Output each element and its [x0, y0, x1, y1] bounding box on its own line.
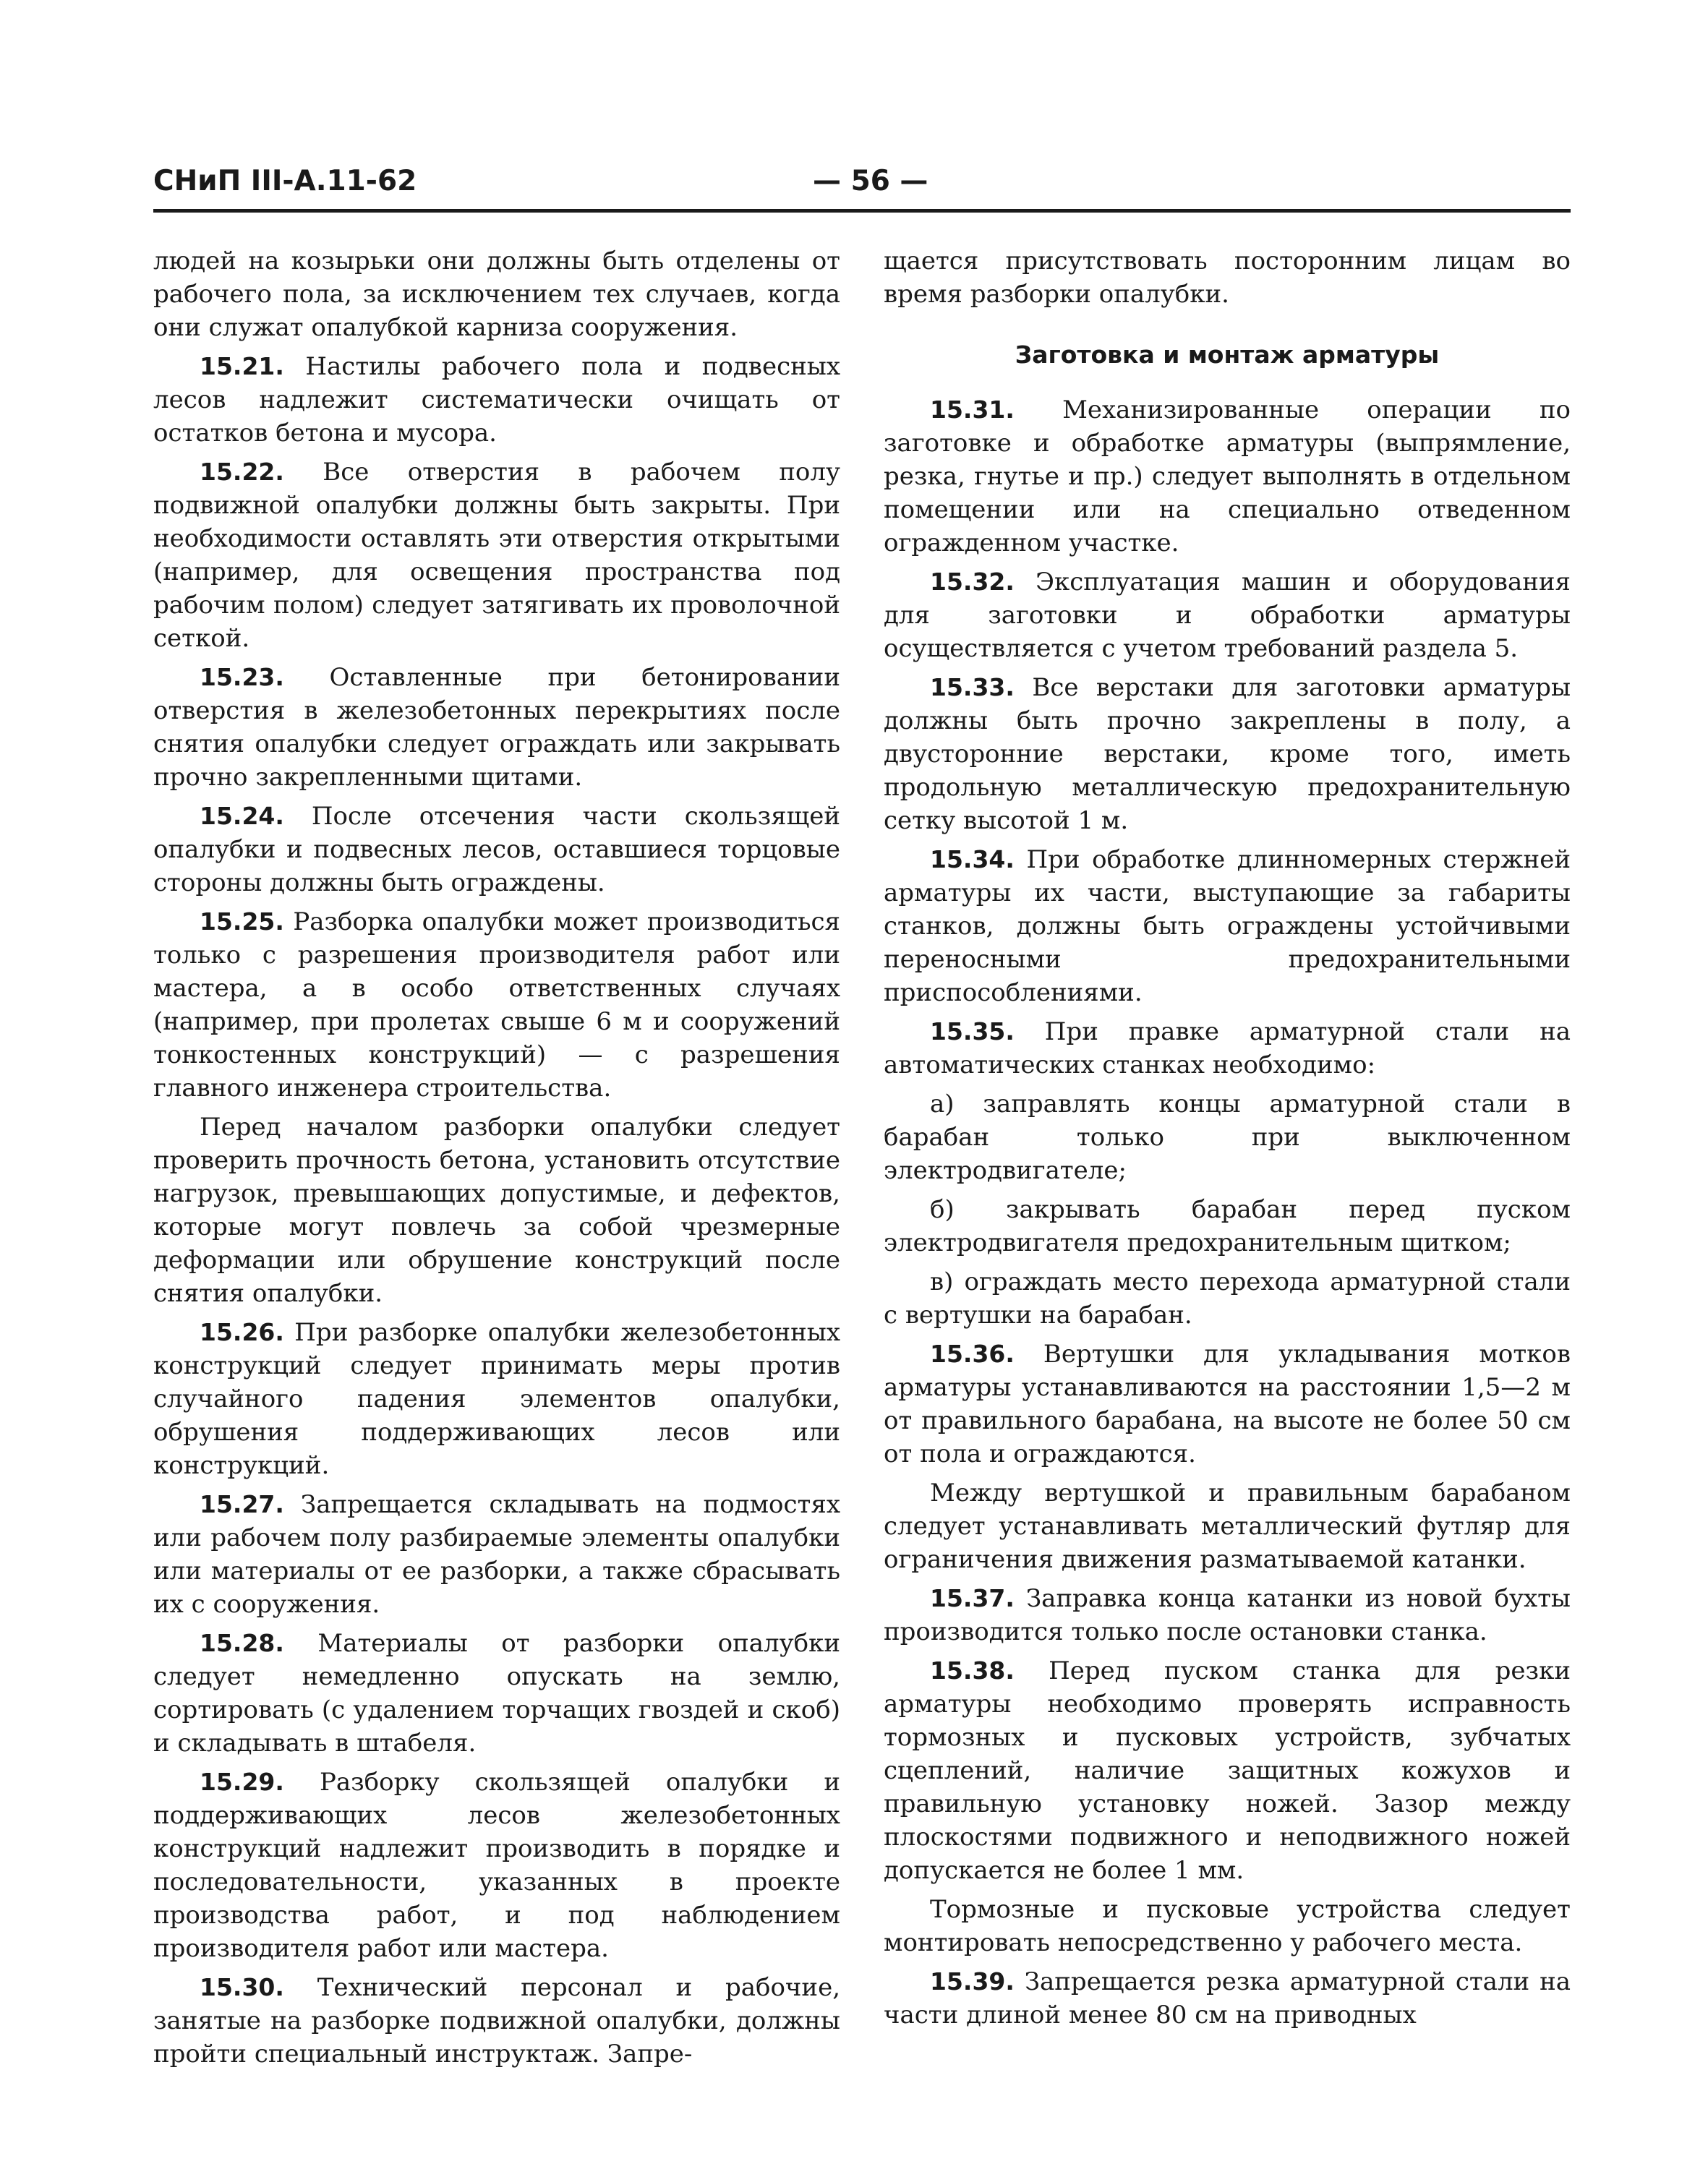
section-heading: Заготовка и монтаж арматуры — [1015, 341, 1440, 369]
paragraph-text: Перед началом разборки опалубки следует проверить прочность бетона, установить отсутствие нагрузок, превышающих допустимые, и дефектов, которые могут повлечь за собой чрезмерные деформации или обрушение конструкций после снятия опалубки. — [153, 1113, 840, 1308]
paragraph-text: Вертушки для укладывания мотков арматуры устанавливаются на расстоянии 1,5—2 м от правильного барабана, на высоте не более 50 см от пола и ограждаются. — [884, 1340, 1571, 1468]
paragraph — [153, 800, 840, 899]
list-item — [884, 1193, 1571, 1259]
paragraph — [884, 565, 1571, 665]
clause-number: 15.28. — [200, 1629, 284, 1657]
paragraph-text: Заправка конца катанки из новой бухты производится только после остановки станка. — [884, 1584, 1571, 1646]
clause-number: 15.27. — [200, 1490, 284, 1518]
paragraph-text: Между вертушкой и правильным барабаном следует устанавливать металлический футляр для ограничения движения разматываемой катанки. — [884, 1479, 1571, 1574]
left-column — [153, 244, 840, 2077]
page-number: — 56 — — [813, 165, 928, 197]
paragraph — [153, 1488, 840, 1621]
list-item — [884, 1087, 1571, 1187]
paragraph — [153, 1766, 840, 1965]
paragraph — [884, 1582, 1571, 1648]
paragraph — [884, 244, 1571, 311]
clause-number: 15.34. — [930, 845, 1015, 873]
paragraph — [153, 244, 840, 344]
paragraph-text: Все верстаки для заготовки арматуры должны быть прочно закреплены в полу, а двусторонние верстаки, кроме того, иметь продольную металлическую предохранительную сетку высотой 1 м. — [884, 673, 1571, 835]
paragraph-text: Механизированные операции по заготовке и обработке арматуры (выпрямление, резка, гнутье и пр.) следует выполнять в отдельном помещении или на специально отведенном огражденном участке. — [884, 395, 1571, 557]
clause-number: 15.37. — [930, 1584, 1015, 1612]
paragraph — [884, 1893, 1571, 1959]
paragraph-text: Технический персонал и рабочие, занятые на разборке подвижной опалубки, должны пройти специальный инструктаж. Запре- — [153, 1973, 840, 2069]
clause-number: 15.21. — [200, 352, 284, 380]
clause-number: 15.25. — [200, 907, 284, 936]
clause-number: 15.36. — [930, 1340, 1015, 1368]
paragraph-text: Оставленные при бетонировании отверстия в железобетонных перекрытиях после снятия опалубки следует ограждать или закрывать прочно закрепленными щитами. — [153, 663, 841, 792]
paragraph-text: Разборку скользящей опалубки и поддерживающих лесов железобетонных конструкций надлежит производить в порядке и последовательности, указанных в проекте производства работ, и под наблюдением производителя работ или мастера. — [153, 1768, 840, 1963]
paragraph — [153, 1627, 840, 1760]
paragraph — [153, 350, 840, 450]
paragraph-text: Разборка опалубки может производиться только с разрешения производителя работ или мастера, а в особо ответственных случаях (например, при пролетах свыше 6 м и сооружений тонкостенных конструкций) — с разрешения главного инженера строительства. — [153, 907, 841, 1103]
paragraph — [884, 671, 1571, 837]
paragraph-text: Тормозные и пусковые устройства следует монтировать непосредственно у рабочего места. — [884, 1895, 1571, 1957]
paragraph — [153, 1316, 840, 1482]
paragraph-text: При разборке опалубки железобетонных конструкций следует принимать меры против случайного падения элементов опалубки, обрушения поддерживающих лесов или конструкций. — [153, 1318, 840, 1480]
paragraph — [884, 1965, 1571, 2032]
paragraph-text: Запрещается резка арматурной стали на части длиной менее 80 см на приводных — [884, 1967, 1571, 2030]
page-header — [153, 165, 1571, 208]
clause-number: 15.24. — [200, 802, 284, 830]
paragraph-text: Перед пуском станка для резки арматуры необходимо проверять исправность тормозных и пусковых устройств, зубчатых сцеплений, наличие защитных кожухов и правильную установку ножей. Зазор между плоскостями подвижного и неподвижного ножей допускается не более 1 мм. — [884, 1656, 1571, 1885]
paragraph — [884, 843, 1571, 1009]
paragraph — [153, 1971, 840, 2071]
paragraph — [884, 1654, 1571, 1887]
clause-number: 15.39. — [930, 1967, 1015, 1996]
paragraph-text: Запрещается складывать на подмостях или рабочем полу разбираемые элементы опалубки или материалы от ее разборки, а также сбрасывать их с сооружения. — [153, 1490, 840, 1619]
right-column — [884, 244, 1571, 2037]
clause-number: 15.22. — [200, 458, 284, 486]
paragraph-text: При правке арматурной стали на автоматических станках необходимо: — [884, 1017, 1571, 1079]
clause-number: 15.33. — [930, 673, 1015, 701]
clause-number: 15.30. — [200, 1973, 284, 2001]
paragraph — [153, 661, 840, 794]
paragraph — [153, 905, 840, 1105]
paragraph-text: б) закрывать барабан перед пуском электродвигателя предохранительным щитком; — [884, 1195, 1571, 1257]
paragraph-text: щается присутствовать посторонним лицам во время разборки опалубки. — [884, 247, 1571, 309]
paragraph — [884, 1476, 1571, 1576]
paragraph-text: После отсечения части скользящей опалубки и подвесных лесов, оставшиеся торцовые стороны должны быть ограждены. — [153, 802, 840, 897]
clause-number: 15.32. — [930, 568, 1015, 596]
clause-number: 15.29. — [200, 1768, 284, 1796]
header-rule — [153, 209, 1571, 213]
paragraph — [153, 455, 840, 655]
clause-number: 15.26. — [200, 1318, 284, 1346]
clause-number: 15.31. — [930, 395, 1015, 424]
paragraph-text: в) ограждать место перехода арматурной стали с вертушки на барабан. — [884, 1267, 1571, 1330]
paragraph-text: Эксплуатация машин и оборудования для заготовки и обработки арматуры осуществляется с учетом требований раздела 5. — [884, 568, 1571, 663]
clause-number: 15.38. — [930, 1656, 1015, 1685]
paragraph — [884, 1338, 1571, 1471]
paragraph-text: людей на козырьки они должны быть отделены от рабочего пола, за исключением тех случаев, когда они служат опалубкой карниза сооружения. — [153, 247, 840, 342]
clause-number: 15.35. — [930, 1017, 1015, 1045]
paragraph — [153, 1111, 840, 1310]
paragraph-text: а) заправлять концы арматурной стали в барабан только при выключенном электродвигателе; — [884, 1090, 1571, 1185]
paragraph-text: Материалы от разборки опалубки следует немедленно опускать на землю, сортировать (с удалением торчащих гвоздей и скоб) и складывать в штабеля. — [153, 1629, 840, 1758]
document-code: СНиП III-А.11-62 — [153, 165, 417, 197]
paragraph-text: Настилы рабочего пола и подвесных лесов надлежит систематически очищать от остатков бетона и мусора. — [153, 352, 841, 448]
paragraph-text: Все отверстия в рабочем полу подвижной опалубки должны быть закрыты. При необходимости оставлять эти отверстия открытыми (например, для освещения пространства под рабочим полом) следует затягивать их проволочной сеткой. — [153, 458, 841, 653]
paragraph — [884, 1015, 1571, 1082]
paragraph — [884, 393, 1571, 560]
clause-number: 15.23. — [200, 663, 284, 691]
list-item — [884, 1265, 1571, 1332]
paragraph-text: При обработке длинномерных стержней арматуры их части, выступающие за габариты станков, должны быть ограждены устойчивыми переносными предохранительными приспособлениями. — [884, 845, 1571, 1007]
